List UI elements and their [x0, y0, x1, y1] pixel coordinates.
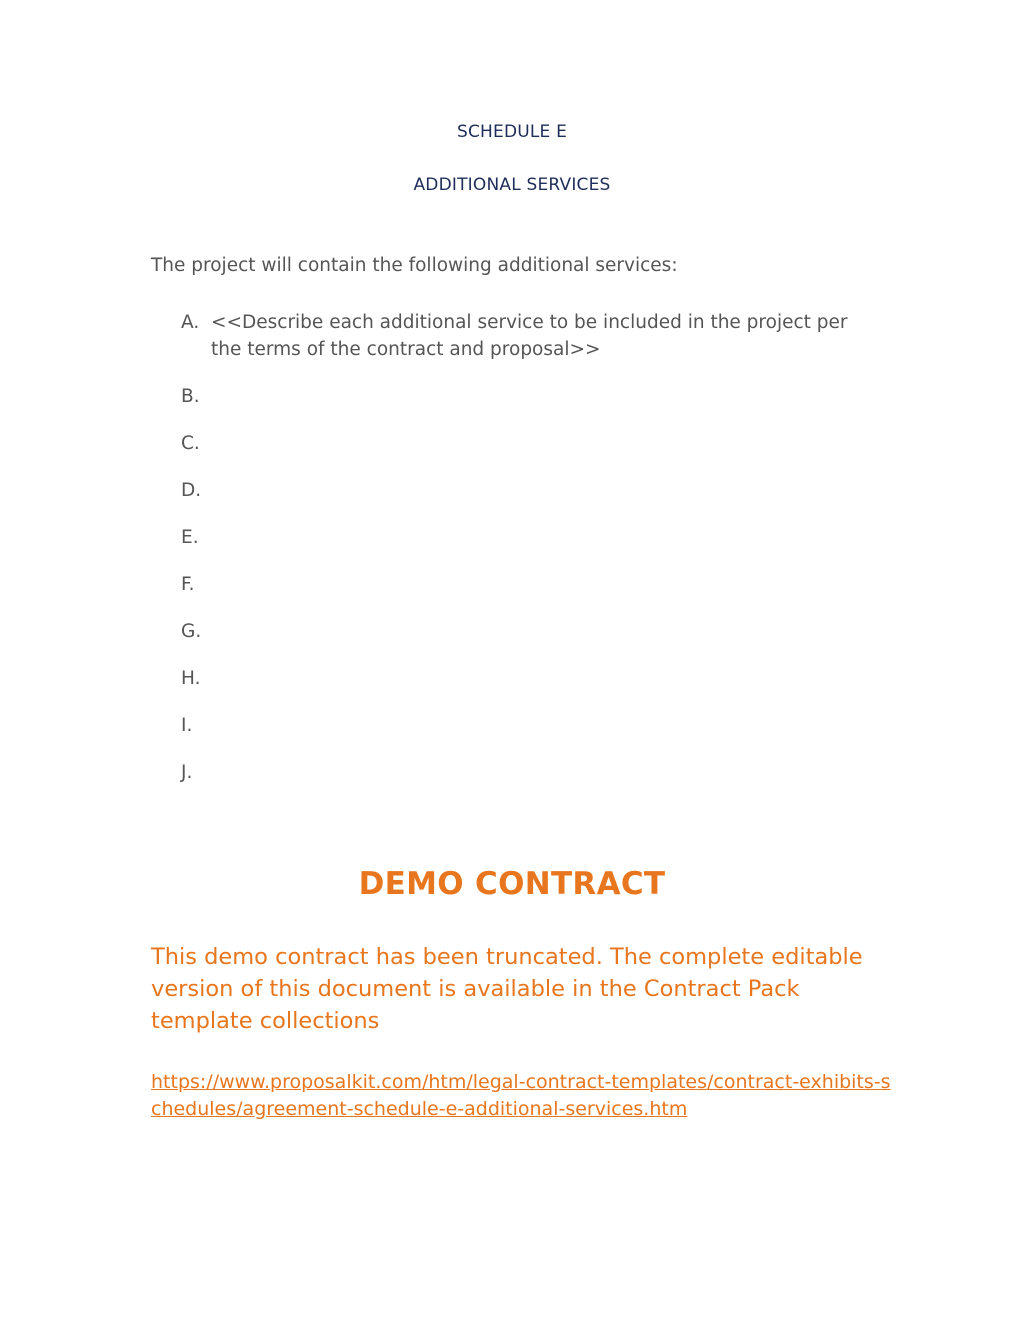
list-item-text: <<Describe each additional service to be included in the project per the terms of the contract and proposal>> — [211, 312, 848, 360]
list-marker: I. — [181, 715, 193, 736]
list-item — [181, 477, 861, 504]
list-item — [181, 665, 861, 692]
list-marker: J. — [181, 762, 193, 783]
list-item — [181, 571, 861, 598]
demo-contract-title: DEMO CONTRACT — [358, 866, 666, 902]
list-marker: C. — [181, 433, 200, 454]
list-marker: F. — [181, 574, 195, 595]
demo-truncation-notice: This demo contract has been truncated. The complete editable version of this document is available in the Contract Pack template collections — [151, 944, 863, 1034]
list-item — [181, 759, 861, 786]
additional-services-list — [181, 309, 861, 806]
list-item — [181, 383, 861, 410]
schedule-title: SCHEDULE E — [456, 122, 568, 142]
intro-paragraph: The project will contain the following additional services: — [151, 255, 678, 276]
list-item — [181, 618, 861, 645]
schedule-subtitle: ADDITIONAL SERVICES — [413, 175, 611, 195]
list-marker: D. — [181, 480, 202, 501]
contract-pack-link[interactable]: https://www.proposalkit.com/htm/legal-contract-templates/contract-exhibits-schedules/agreement-schedule-e-additional-services.htm — [151, 1071, 891, 1120]
list-marker: G. — [181, 621, 202, 642]
list-item — [181, 712, 861, 739]
list-item — [181, 524, 861, 551]
list-marker: B. — [181, 386, 200, 407]
list-marker: E. — [181, 527, 199, 548]
list-item — [181, 309, 861, 363]
list-item — [181, 430, 861, 457]
list-marker: H. — [181, 668, 201, 689]
list-marker: A. — [181, 312, 200, 333]
